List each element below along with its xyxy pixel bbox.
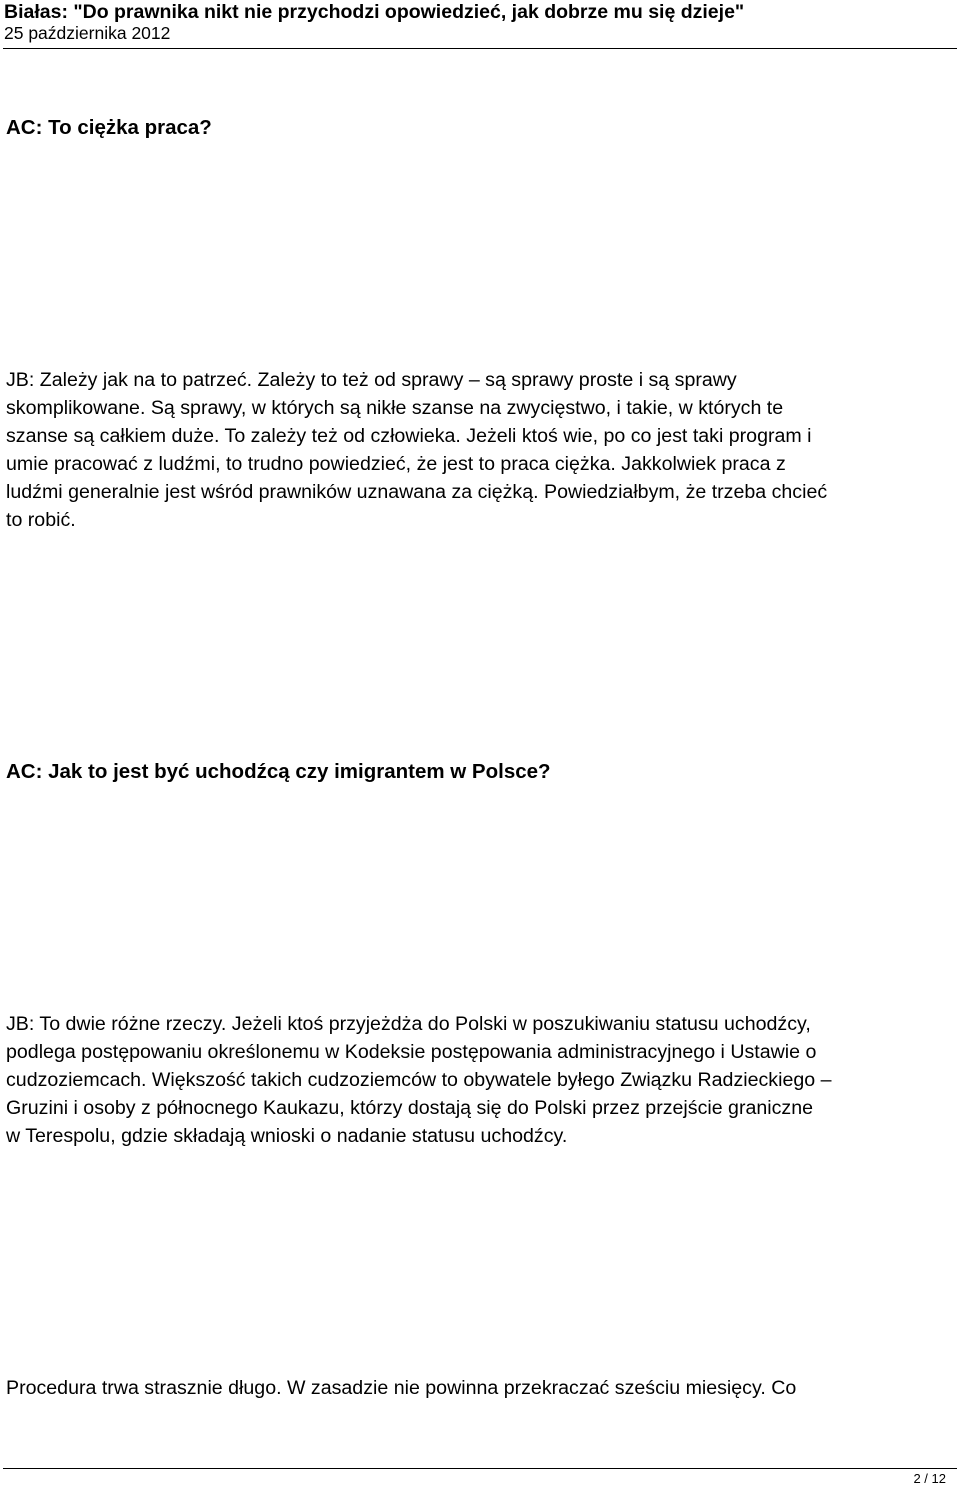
article-date: 25 października 2012 [4, 23, 171, 43]
answer-line: szanse są całkiem duże. To zależy też od człowieka. Jeżeli ktoś wie, po co jest taki program i [6, 425, 812, 447]
answer-line: cudzoziemcach. Większość takich cudzoziemców to obywatele byłego Związku Radzieckiego – [6, 1069, 832, 1091]
footer-divider [3, 1468, 957, 1469]
page-number: 2 / 12 [913, 1471, 946, 1486]
answer-line: podlega postępowaniu określonemu w Kodeksie postępowania administracyjnego i Ustawie o [6, 1041, 817, 1063]
answer-line: JB: To dwie różne rzeczy. Jeżeli ktoś przyjeżdża do Polski w poszukiwaniu statusu uchodźcy, [6, 1013, 811, 1035]
answer-line: ludźmi generalnie jest wśród prawników uznawana za ciężką. Powiedziałbym, że trzeba chcieć [6, 481, 828, 503]
answer-line: umie pracować z ludźmi, to trudno powiedzieć, że jest to praca ciężka. Jakkolwiek praca z [6, 453, 786, 475]
answer-line: skomplikowane. Są sprawy, w których są nikłe szanse na zwycięstwo, i takie, w których te [6, 397, 784, 419]
answer-line: Procedura trwa strasznie długo. W zasadzie nie powinna przekraczać sześciu miesięcy. Co [6, 1377, 797, 1399]
article-title: Białas: "Do prawnika nikt nie przychodzi opowiedzieć, jak dobrze mu się dzieje" [4, 1, 745, 23]
answer-refugee [6, 1010, 956, 1150]
answer-line: Gruzini i osoby z północnego Kaukazu, którzy dostają się do Polski przez przejście graniczne [6, 1097, 814, 1119]
question-refugee: AC: Jak to jest być uchodźcą czy imigrantem w Polsce? [6, 760, 551, 783]
answer-line: JB: Zależy jak na to patrzeć. Zależy to też od sprawy – są sprawy proste i są sprawy [6, 369, 737, 391]
answer-hard-work [6, 366, 956, 534]
header-divider [3, 48, 957, 49]
answer-procedure [6, 1374, 956, 1402]
question-hard-work: AC: To ciężka praca? [6, 116, 212, 139]
answer-line: to robić. [6, 509, 76, 531]
answer-line: w Terespolu, gdzie składają wnioski o nadanie statusu uchodźcy. [6, 1125, 568, 1147]
